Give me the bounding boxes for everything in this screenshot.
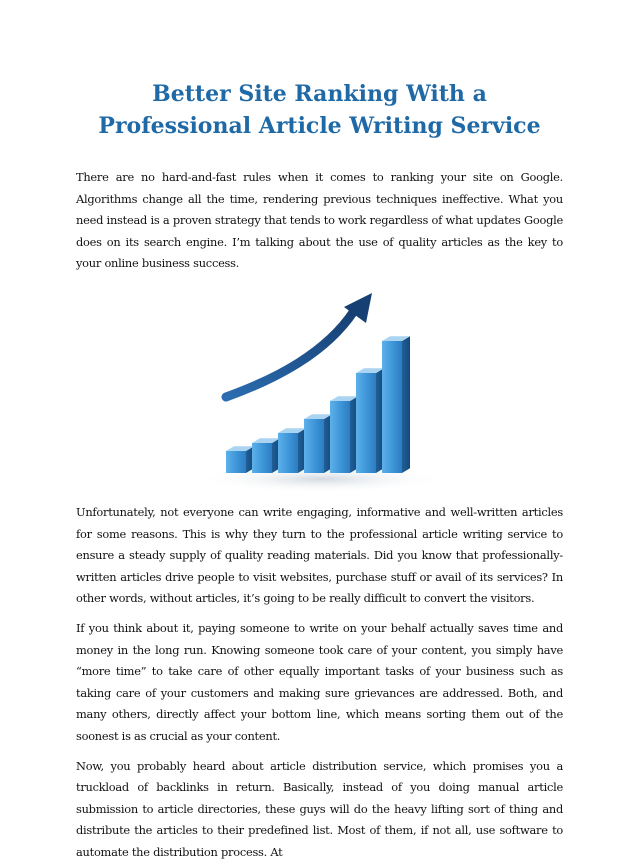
paragraph-2: Unfortunately, not everyone can write engaging, informative and well-written articles for some reasons. This is why they turn to the professional article writing service to ensure a steady supply of quality reading materials. Did you know that professionally-written articles drive people to visit websites, purchase stuff or avail of its services? In other words, without articles, it’s going to be really difficult to convert the visitors.: [76, 502, 563, 610]
title-line-2: Professional Article Writing Service: [76, 110, 563, 142]
growth-chart-icon: [76, 293, 563, 499]
paragraph-3: If you think about it, paying someone to write on your behalf actually saves time and money in the long run. Knowing someone took care of your content, you simply have “more time” to take care of other equally important tasks of your business such as taking care of your customers and making sure grievances are addressed. Both, and many others, directly affect your bottom line, which means sorting them out of the soonest is as crucial as your content.: [76, 618, 563, 748]
growth-arrow: [226, 311, 354, 397]
chart-bar-5: [330, 396, 358, 473]
paragraph-4: Now, you probably heard about article distribution service, which promises you a truckload of backlinks in return. Basically, instead of you doing manual article submission to article directories, these guys will do the heavy lifting sort of thing and distribute the articles to their predefined list. Most of them, if not all, use software to automate the distribution process. At: [76, 756, 563, 863]
chart-bar-3: [278, 428, 306, 473]
chart-bar-7: [382, 336, 410, 473]
chart-bar-2: [252, 438, 280, 473]
chart-bar-1: [226, 446, 254, 473]
chart-bar-4: [304, 414, 332, 473]
paragraph-1: There are no hard-and-fast rules when it comes to ranking your site on Google. Algorithms change all the time, rendering previous techniques ineffective. What you need instead is a proven strategy that tends to work regardless of what updates Google does on its search engine. I’m talking about the use of quality articles as the key to your online business success.: [76, 167, 563, 275]
document-title: [76, 0, 563, 142]
chart-bar-6: [356, 368, 384, 473]
title-line-1: Better Site Ranking With a: [76, 78, 563, 110]
